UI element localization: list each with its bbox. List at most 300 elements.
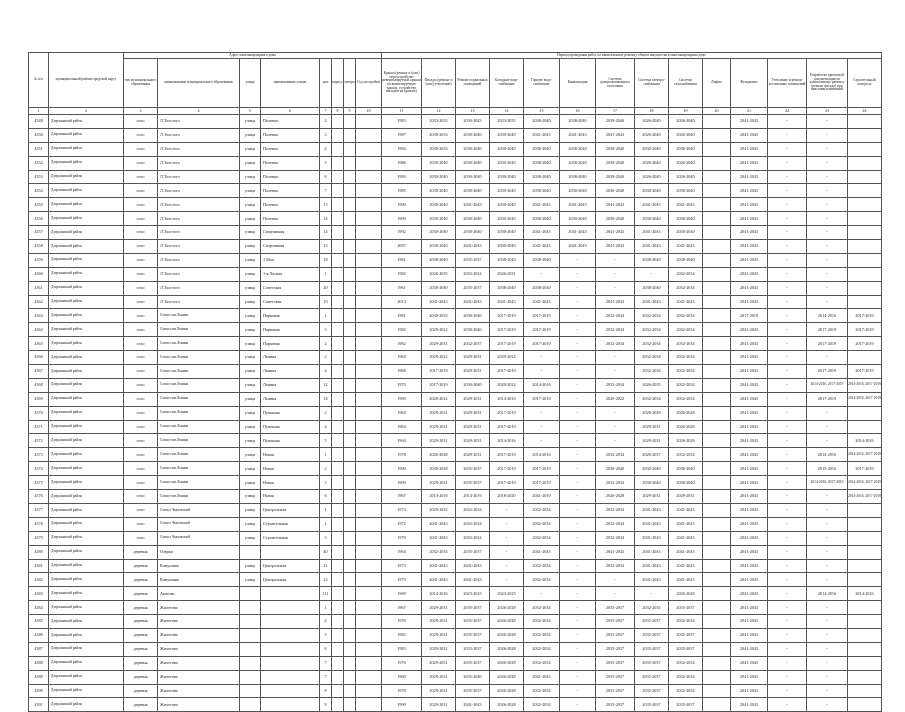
roof-cell: 1985	[382, 184, 422, 198]
stairs-cell: -	[768, 587, 807, 601]
letter-cell	[344, 420, 356, 434]
hot-water-cell: 2017-2019	[524, 392, 560, 406]
col-header-cold-water: Холодное водо-снабжение	[490, 59, 524, 108]
mo-name-cell: Озерки	[158, 545, 240, 559]
row-number: 4378	[29, 517, 49, 531]
letter-cell	[344, 476, 356, 490]
letter-cell	[344, 253, 356, 267]
mo-name-cell: Жилетово	[158, 601, 240, 615]
year-cell	[356, 503, 382, 517]
street-type-cell: улица	[240, 309, 261, 323]
street-type-cell	[240, 684, 261, 698]
table-row	[29, 503, 882, 517]
street-type-cell	[240, 642, 261, 656]
basement-cell: 2032-2034	[456, 517, 490, 531]
building-cell	[332, 462, 344, 476]
construction-control-cell	[848, 573, 882, 587]
design-docs-cell: 2017-2019	[807, 337, 848, 351]
row-number: 4370	[29, 406, 49, 420]
building-cell	[332, 559, 344, 573]
stairs-cell: -	[768, 392, 807, 406]
table-row	[29, 142, 882, 156]
facade-cell: 2041-2043	[422, 559, 456, 573]
facade-cell: 2038-2040	[422, 253, 456, 267]
construction-control-cell	[848, 670, 882, 684]
col-header-foundation: Фундамент	[731, 59, 768, 108]
design-docs-cell: -	[807, 684, 848, 698]
hot-water-cell: 2014-2016	[524, 378, 560, 392]
gas-cell: 2032-2034	[669, 323, 703, 337]
street-name-cell	[261, 642, 320, 656]
mo-name-cell: Совхоз им.Ленина	[158, 406, 240, 420]
electric-cell: 2026-2040	[635, 128, 669, 142]
mo-type-cell: село	[124, 212, 158, 226]
building-cell	[332, 698, 344, 712]
mo-name-cell: Л.Толстого	[158, 198, 240, 212]
street-name-cell: Полевая	[261, 184, 320, 198]
row-number: 4388	[29, 656, 49, 670]
year-cell	[356, 115, 382, 129]
table-row	[29, 615, 882, 629]
heating-cell: -	[596, 406, 635, 420]
row-number: 4351	[29, 142, 49, 156]
letter-cell	[344, 615, 356, 629]
heating-cell: 2035-2037	[596, 601, 635, 615]
electric-cell: 2041-2043	[635, 531, 669, 545]
year-cell	[356, 212, 382, 226]
basement-cell: 2030-2040	[456, 184, 490, 198]
building-cell	[332, 615, 344, 629]
gas-cell: 2035-2037	[669, 628, 703, 642]
table-row	[29, 573, 882, 587]
mo-type-cell: село	[124, 420, 158, 434]
construction-control-cell	[848, 656, 882, 670]
mo-type-cell: село	[124, 323, 158, 337]
hot-water-cell: 2017-2019	[524, 323, 560, 337]
sewerage-cell: -	[560, 517, 596, 531]
roof-cell: 1983	[382, 115, 422, 129]
construction-control-cell	[848, 503, 882, 517]
table-row	[29, 392, 882, 406]
construction-control-cell	[848, 559, 882, 573]
construction-control-cell	[848, 267, 882, 281]
district-cell: Дзержинский район	[49, 573, 124, 587]
year-cell	[356, 448, 382, 462]
mo-type-cell: деревня	[124, 587, 158, 601]
mo-type-cell: деревня	[124, 545, 158, 559]
house-cell: 14	[320, 392, 332, 406]
table-row	[29, 406, 882, 420]
street-type-cell: улица	[240, 184, 261, 198]
mo-type-cell: село	[124, 295, 158, 309]
roof-cell: 1982	[382, 267, 422, 281]
street-name-cell: Новая	[261, 476, 320, 490]
lifts-cell	[703, 517, 731, 531]
table-row	[29, 365, 882, 379]
lifts-cell	[703, 156, 731, 170]
roof-cell: 1986	[382, 156, 422, 170]
row-number: 4383	[29, 587, 49, 601]
facade-cell: 2033-2035	[422, 115, 456, 129]
roof-cell: 1961	[382, 253, 422, 267]
year-cell	[356, 656, 382, 670]
house-cell: 10	[320, 295, 332, 309]
roof-cell: 1982	[382, 323, 422, 337]
house-cell: 14	[320, 226, 332, 240]
house-cell: 1	[320, 601, 332, 615]
column-number: 20	[703, 108, 731, 115]
street-type-cell	[240, 656, 261, 670]
foundation-cell: 2041-2043	[731, 531, 768, 545]
district-cell: Дзержинский район	[49, 656, 124, 670]
basement-cell: 2030-2040	[456, 170, 490, 184]
building-cell	[332, 434, 344, 448]
street-type-cell: улица	[240, 392, 261, 406]
basement-cell: 2035-2037	[456, 601, 490, 615]
street-name-cell: Центральная	[261, 559, 320, 573]
heating-cell: 2035-2037	[596, 684, 635, 698]
electric-cell: 2029-2031	[635, 434, 669, 448]
house-cell: 4	[320, 420, 332, 434]
foundation-cell: 2041-2043	[731, 295, 768, 309]
col-header-design-docs: Разработка проектной документации по капитальному ремонту (ремонт фасада) при внесении изменений	[807, 59, 848, 108]
roof-cell: 1964	[382, 545, 422, 559]
column-number: 21	[731, 108, 768, 115]
basement-cell: 2041-2043	[456, 198, 490, 212]
facade-cell: 2030-2040	[422, 226, 456, 240]
stairs-cell: -	[768, 226, 807, 240]
construction-control-cell	[848, 406, 882, 420]
roof-cell: 2007	[382, 240, 422, 254]
row-number: 4360	[29, 267, 49, 281]
cold-water-cell: 2033-2035	[490, 115, 524, 129]
hot-water-cell: 2017-2019	[524, 476, 560, 490]
street-type-cell	[240, 628, 261, 642]
roof-cell: 1969	[382, 392, 422, 406]
hot-water-cell: 2032-2034	[524, 559, 560, 573]
house-cell: 2	[320, 337, 332, 351]
foundation-cell: 2041-2043	[731, 267, 768, 281]
electric-cell: 2030-2040	[635, 142, 669, 156]
stairs-cell: -	[768, 656, 807, 670]
sewerage-cell: -	[560, 545, 596, 559]
repair-schedule-table	[28, 52, 882, 712]
row-number: 4385	[29, 615, 49, 629]
district-cell: Дзержинский район	[49, 392, 124, 406]
house-cell: 6	[320, 642, 332, 656]
col-header-mo-type: тип муниципального образования	[124, 59, 158, 108]
col-header-year: Год постройки	[356, 59, 382, 108]
sewerage-cell: 2041-2043	[560, 226, 596, 240]
cold-water-cell: 2026-2028	[490, 656, 524, 670]
year-cell	[356, 587, 382, 601]
row-number: 4380	[29, 545, 49, 559]
mo-type-cell: деревня	[124, 601, 158, 615]
year-cell	[356, 628, 382, 642]
roof-cell: 1961	[382, 281, 422, 295]
basement-cell: 2035-2037	[456, 684, 490, 698]
mo-name-cell: Совхоз им.Ленина	[158, 351, 240, 365]
district-cell: Дзержинский район	[49, 128, 124, 142]
gas-cell: 2032-2034	[669, 392, 703, 406]
letter-cell	[344, 434, 356, 448]
house-cell: 3	[320, 476, 332, 490]
letter-cell	[344, 406, 356, 420]
stairs-cell: -	[768, 406, 807, 420]
year-cell	[356, 531, 382, 545]
sewerage-cell: 2038-2040	[560, 170, 596, 184]
mo-type-cell: село	[124, 434, 158, 448]
design-docs-cell: -	[807, 142, 848, 156]
mo-name-cell: Совхоз им.Ленина	[158, 448, 240, 462]
electric-cell: 2030-2040	[635, 462, 669, 476]
cold-water-cell: 2026-2028	[490, 615, 524, 629]
heating-cell: 2032-2034	[596, 448, 635, 462]
facade-cell: 2030-2033	[422, 309, 456, 323]
col-header-letter: литера	[344, 59, 356, 108]
lifts-cell	[703, 115, 731, 129]
facade-cell: 2029-2031	[422, 601, 456, 615]
lifts-cell	[703, 295, 731, 309]
stairs-cell: -	[768, 531, 807, 545]
district-cell: Дзержинский район	[49, 281, 124, 295]
sewerage-cell: -	[560, 531, 596, 545]
gas-cell: 2026-2028	[669, 420, 703, 434]
electric-cell: 2026-2040	[635, 115, 669, 129]
row-number: 4371	[29, 420, 49, 434]
table-row	[29, 587, 882, 601]
building-cell	[332, 281, 344, 295]
mo-type-cell: деревня	[124, 684, 158, 698]
street-type-cell: улица	[240, 378, 261, 392]
heating-cell: 2035-2037	[596, 698, 635, 712]
hot-water-cell: 2030-2040	[524, 212, 560, 226]
hot-water-cell: 2041-2043	[524, 226, 560, 240]
basement-cell: 2029-2031	[456, 392, 490, 406]
street-name-cell: Полевая	[261, 212, 320, 226]
stairs-cell: -	[768, 309, 807, 323]
letter-cell	[344, 323, 356, 337]
hot-water-cell: 2032-2034	[524, 656, 560, 670]
year-cell	[356, 253, 382, 267]
sewerage-cell: -	[560, 684, 596, 698]
sewerage-cell: -	[560, 587, 596, 601]
basement-cell: 2035-2037	[456, 628, 490, 642]
heating-cell: -	[596, 587, 635, 601]
building-cell	[332, 226, 344, 240]
heating-cell: 2035-2037	[596, 642, 635, 656]
stairs-cell: -	[768, 212, 807, 226]
heating-cell: -	[596, 281, 635, 295]
column-number: 13	[456, 108, 490, 115]
column-number: 2	[49, 108, 124, 115]
mo-name-cell: Совхоз им.Ленина	[158, 392, 240, 406]
facade-cell: 2029-2022	[422, 351, 456, 365]
street-type-cell: улица	[240, 406, 261, 420]
year-cell	[356, 420, 382, 434]
sewerage-cell: -	[560, 337, 596, 351]
district-cell: Дзержинский район	[49, 670, 124, 684]
letter-cell	[344, 128, 356, 142]
sewerage-cell: -	[560, 615, 596, 629]
sewerage-cell: -	[560, 642, 596, 656]
mo-type-cell: село	[124, 531, 158, 545]
cold-water-cell: 2030-2040	[490, 170, 524, 184]
house-cell: 2	[320, 406, 332, 420]
lifts-cell	[703, 351, 731, 365]
street-name-cell	[261, 656, 320, 670]
mo-type-cell: село	[124, 309, 158, 323]
hot-water-cell: 2032-2034	[524, 642, 560, 656]
col-header-construction-control: Строительный контроль	[848, 59, 882, 108]
foundation-cell: 2041-2043	[731, 476, 768, 490]
mo-name-cell: Л.Толстого	[158, 295, 240, 309]
district-cell: Дзержинский район	[49, 170, 124, 184]
district-cell: Дзержинский район	[49, 295, 124, 309]
year-cell	[356, 476, 382, 490]
hot-water-cell: 2032-2034	[524, 531, 560, 545]
heating-cell: 2032-2034	[596, 503, 635, 517]
district-cell: Дзержинский район	[49, 642, 124, 656]
street-type-cell: улица	[240, 559, 261, 573]
hot-water-cell: -	[524, 267, 560, 281]
house-cell: 7	[320, 656, 332, 670]
building-cell	[332, 142, 344, 156]
street-type-cell: улица	[240, 490, 261, 504]
letter-cell	[344, 601, 356, 615]
mo-name-cell: Л.Толстого	[158, 240, 240, 254]
stairs-cell: -	[768, 253, 807, 267]
design-docs-cell: -	[807, 128, 848, 142]
street-type-cell: улица	[240, 365, 261, 379]
year-cell	[356, 281, 382, 295]
roof-cell: 1972	[382, 517, 422, 531]
foundation-cell: 2041-2043	[731, 503, 768, 517]
letter-cell	[344, 656, 356, 670]
lifts-cell	[703, 378, 731, 392]
row-number: 4379	[29, 531, 49, 545]
mo-name-cell: Совхоз Чкаловский	[158, 517, 240, 531]
row-number: 4386	[29, 628, 49, 642]
roof-cell: 1960	[382, 670, 422, 684]
cold-water-cell: -	[490, 573, 524, 587]
hot-water-cell: -	[524, 406, 560, 420]
district-cell: Дзержинский район	[49, 420, 124, 434]
mo-name-cell: Л.Толстого	[158, 170, 240, 184]
stairs-cell: -	[768, 517, 807, 531]
sewerage-cell: 2038-2040	[560, 142, 596, 156]
mo-type-cell: село	[124, 406, 158, 420]
letter-cell	[344, 115, 356, 129]
hot-water-cell: 2032-2034	[524, 601, 560, 615]
house-cell: 6	[320, 170, 332, 184]
col-header-stairs: Утепление и ремонт лестничных помещений	[768, 59, 807, 108]
facade-cell: 2029-2031	[422, 628, 456, 642]
mo-type-cell: село	[124, 253, 158, 267]
column-number: 1	[29, 108, 49, 115]
foundation-cell: 2041-2043	[731, 365, 768, 379]
street-name-cell: Спортивная	[261, 226, 320, 240]
street-name-cell: 1 Мая	[261, 253, 320, 267]
basement-cell: 2032-2037	[456, 337, 490, 351]
cold-water-cell: 2030-2040	[490, 156, 524, 170]
facade-cell: 2020-2022	[422, 392, 456, 406]
stairs-cell: -	[768, 351, 807, 365]
stairs-cell: -	[768, 503, 807, 517]
mo-type-cell: село	[124, 378, 158, 392]
hot-water-cell: 2041-2043	[524, 240, 560, 254]
foundation-cell: 2041-2043	[731, 462, 768, 476]
year-cell	[356, 365, 382, 379]
construction-control-cell	[848, 115, 882, 129]
street-name-cell	[261, 628, 320, 642]
cold-water-cell: 2030-2040	[490, 212, 524, 226]
gas-cell: 2030-2040	[669, 142, 703, 156]
basement-cell: 2030-2040	[456, 226, 490, 240]
lifts-cell	[703, 309, 731, 323]
design-docs-cell: -	[807, 253, 848, 267]
mo-type-cell: село	[124, 392, 158, 406]
heating-cell: 2035-2037	[596, 628, 635, 642]
lifts-cell	[703, 212, 731, 226]
row-number: 4366	[29, 351, 49, 365]
mo-type-cell: деревня	[124, 559, 158, 573]
street-type-cell	[240, 545, 261, 559]
hot-water-cell: 2017-2019	[524, 462, 560, 476]
house-cell: 5	[320, 156, 332, 170]
mo-type-cell: село	[124, 281, 158, 295]
row-number: 4387	[29, 642, 49, 656]
column-number: 17	[596, 108, 635, 115]
house-cell: 2	[320, 351, 332, 365]
foundation-cell: 2041-2043	[731, 448, 768, 462]
table-row	[29, 378, 882, 392]
mo-type-cell: село	[124, 503, 158, 517]
district-cell: Дзержинский район	[49, 517, 124, 531]
street-name-cell: Пушкина	[261, 434, 320, 448]
district-cell: Дзержинский район	[49, 365, 124, 379]
stairs-cell: -	[768, 115, 807, 129]
street-type-cell: улица	[240, 156, 261, 170]
row-number: 4361	[29, 281, 49, 295]
mo-name-cell: Камушино	[158, 559, 240, 573]
year-cell	[356, 337, 382, 351]
hot-water-cell: 2030-2040	[524, 142, 560, 156]
design-docs-cell: -	[807, 490, 848, 504]
house-cell: 2	[320, 462, 332, 476]
foundation-cell: 2041-2043	[731, 212, 768, 226]
cold-water-cell: -	[490, 503, 524, 517]
design-docs-cell: -	[807, 156, 848, 170]
year-cell	[356, 573, 382, 587]
heating-cell: 2035-2037	[596, 670, 635, 684]
mo-type-cell: село	[124, 351, 158, 365]
letter-cell	[344, 281, 356, 295]
mo-name-cell: Совхоз им.Ленина	[158, 420, 240, 434]
column-number: 8	[332, 108, 344, 115]
gas-cell: 2032-2034	[669, 351, 703, 365]
roof-cell: 1990	[382, 476, 422, 490]
basement-cell: 2035-2037	[456, 462, 490, 476]
letter-cell	[344, 337, 356, 351]
cold-water-cell: 2017-2019	[490, 448, 524, 462]
stairs-cell: -	[768, 156, 807, 170]
facade-cell: 2029-2031	[422, 476, 456, 490]
gas-cell: 2041-2043	[669, 517, 703, 531]
sewerage-cell: 2041-2043	[560, 128, 596, 142]
stairs-cell: -	[768, 323, 807, 337]
col-header-mo-name: наименование муниципального образования	[158, 59, 240, 108]
